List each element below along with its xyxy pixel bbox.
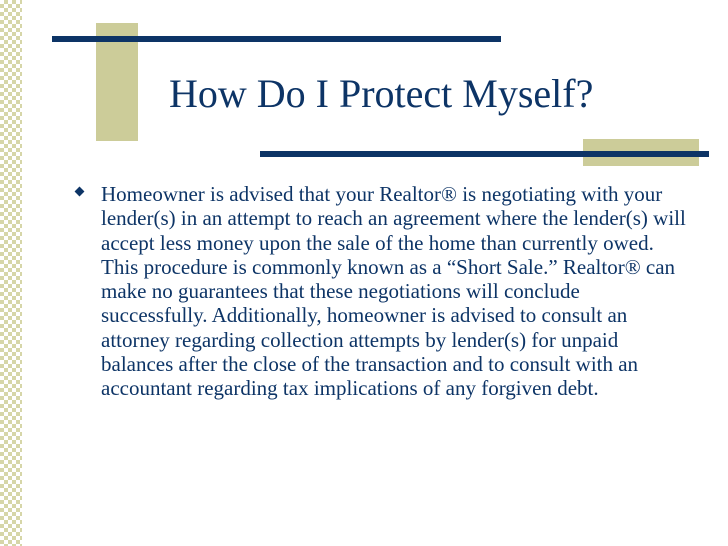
bullet-item	[76, 182, 686, 401]
checker-pattern-strip	[0, 0, 22, 546]
diamond-bullet-icon	[75, 187, 85, 197]
slide-title: How Do I Protect Myself?	[169, 71, 594, 116]
title-rule-bottom	[260, 151, 709, 157]
bullet-list	[76, 182, 686, 401]
title-rule-top	[52, 36, 501, 42]
bullet-text: Homeowner is advised that your Realtor® is negotiating with your lender(s) in an attempt to reach an agreement where the lender(s) will accept less money upon the sale of the home than currently owed. This procedure is commonly known as a “Short Sale.” Realtor® can make no guarantees that these negotiations will conclude successfully. Additionally, homeowner is advised to consult an attorney regarding collection attempts by lender(s) for unpaid balances after the close of the transaction and to consult with an accountant regarding tax implications of any forgiven debt.	[101, 182, 686, 401]
